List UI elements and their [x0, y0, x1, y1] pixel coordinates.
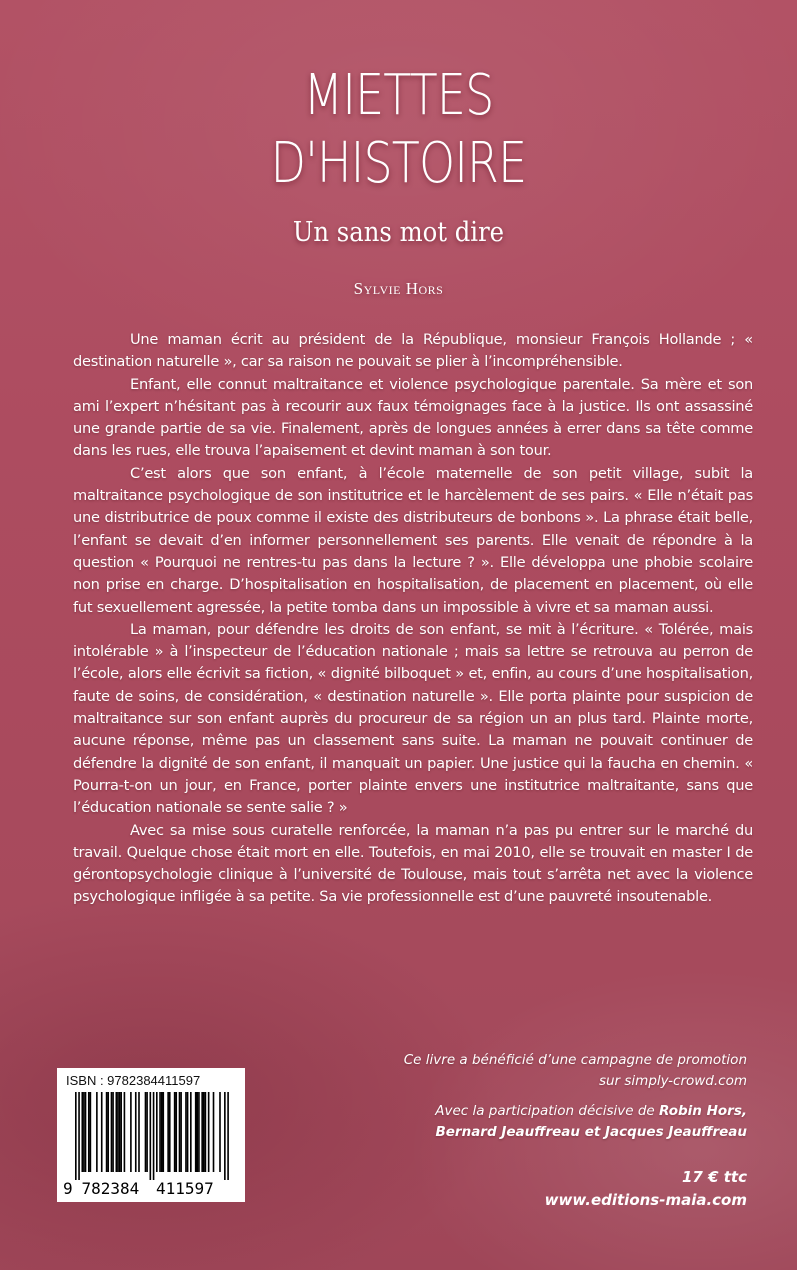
barcode-bar	[112, 1092, 114, 1172]
price: 17 € ttc	[682, 1168, 747, 1186]
barcode-bar	[224, 1092, 226, 1180]
isbn-label: ISBN : 9782384411597	[66, 1073, 201, 1088]
barcode-bar	[130, 1092, 132, 1172]
book-subtitle: Un sans mot dire	[292, 217, 505, 248]
barcode-bar	[180, 1092, 182, 1172]
barcode-bar	[185, 1092, 187, 1172]
barcode-bar	[135, 1092, 137, 1172]
barcode-bar	[85, 1092, 87, 1172]
barcode-bar	[75, 1092, 77, 1180]
barcode-bar	[205, 1092, 207, 1172]
barcode-bar	[203, 1092, 205, 1172]
barcode-bar	[201, 1092, 203, 1172]
blurb-paragraph-5: Avec sa mise sous curatelle renforcée, la maman n’a pas pu entrer sur le marché du travail. Quelque chose était mort en elle. Toutefois, en mai 2010, elle se trouvait en master I de gérontopsychologie clinique à l’université de Toulouse, mais tout s’arrêta net avec la violence psychologique infligée à sa petite. Sa vie professionnelle est d’une pauvreté insoutenable.	[73, 821, 753, 906]
barcode-bar	[167, 1092, 169, 1172]
barcode-bar	[227, 1092, 229, 1180]
barcode-bar	[107, 1092, 109, 1172]
barcode-digits-left: 782384	[81, 1179, 140, 1198]
barcode-bar	[138, 1092, 140, 1172]
barcode-digit-first: 9	[63, 1179, 73, 1198]
credits-block	[327, 1050, 747, 1143]
barcode-digits-right: 411597	[156, 1179, 214, 1198]
blurb-paragraph-4: La maman, pour défendre les droits de son enfant, se mit à l’écriture. « Tolérée, mais intolérable » à l’inspecteur de l’éducation nationale ; mais sa lettre se retrouva au perron de l’école, alors elle écrivit sa fiction, « dignité bilboquet » et, enfin, au cours d’une hospitalisation, faute de soins, de considération, « destination naturelle ». Elle porta plainte pour suspicion de maltraitance sur son enfant auprès du procureur de sa région un an plus tard. Plainte morte, aucune réponse, même pas un classement sans suite. La maman ne pouvait continuer de défendre la dignité de son enfant, il manquait un papier. Une justice qui la faucha en chemin. « Pourra-t-on un jour, en France, porter plainte envers une institutrice maltraitante, sans que l’éducation nationale se sente salie ? »	[73, 620, 753, 817]
publisher-website: www.editions-maia.com	[544, 1191, 747, 1209]
barcode-bar	[101, 1092, 103, 1172]
barcode-bar	[174, 1092, 176, 1172]
book-title-line-1: MIETTES	[303, 63, 494, 128]
participation-line-1	[327, 1101, 747, 1122]
isbn-barcode	[57, 1068, 245, 1202]
barcode-graphic	[63, 1092, 239, 1198]
barcode-bar	[187, 1092, 189, 1172]
barcode-bar	[162, 1092, 164, 1172]
barcode-bar	[117, 1092, 119, 1172]
barcode-bar	[111, 1092, 113, 1172]
barcode-bar	[120, 1092, 122, 1172]
promo-line-2: sur simply-crowd.com	[598, 1073, 747, 1089]
barcode-bar	[156, 1092, 158, 1172]
barcode-bar	[195, 1092, 197, 1172]
blurb-paragraph-1: Une maman écrit au président de la République, monsieur François Hollande ; « destination naturelle », car sa raison ne pouvait se plier à l’incompréhensible.	[73, 331, 753, 371]
barcode-bar	[175, 1092, 177, 1172]
participation-name-1: Robin Hors,	[659, 1103, 747, 1119]
participation-line-2: Bernard Jeauffreau et Jacques Jeauffreau	[435, 1124, 747, 1140]
promo-line-1: Ce livre a bénéficié d’une campagne de promotion	[403, 1052, 747, 1068]
barcode-bar	[169, 1092, 171, 1172]
author-name: Sylvie Hors	[353, 279, 444, 298]
barcode-bar	[146, 1092, 148, 1172]
barcode-bar	[81, 1092, 83, 1172]
barcode-bar	[88, 1092, 90, 1172]
barcode-bar	[124, 1092, 126, 1172]
blurb-paragraph-2: Enfant, elle connut maltraitance et violence psychologique parentale. Sa mère et son ami l’expert n’hésitant pas à recourir aux faux témoignages face à la justice. Ils ont assassiné une grande partie de sa vie. Finalement, après de longues années à errer dans sa tête comme dans les rues, elle trouva l’apaisement et devint maman à son tour.	[73, 375, 753, 460]
barcode-bar	[179, 1092, 181, 1172]
barcode-bar	[116, 1092, 118, 1172]
barcode-bar	[106, 1092, 108, 1172]
barcode-bar	[145, 1092, 147, 1172]
barcode-bar	[153, 1092, 155, 1180]
barcode-bar	[213, 1092, 215, 1172]
book-title-line-2: D'HISTOIRE	[270, 131, 527, 196]
barcode-bar	[190, 1092, 192, 1172]
barcode-bar	[219, 1092, 221, 1172]
barcode-bar	[161, 1092, 163, 1172]
participation-prefix: Avec la participation décisive de	[435, 1103, 655, 1119]
barcode-bar	[198, 1092, 200, 1172]
barcode-bar	[159, 1092, 161, 1172]
barcode-bar	[208, 1092, 210, 1172]
barcode-bar	[90, 1092, 92, 1172]
barcode-bar	[150, 1092, 152, 1180]
blurb-text	[73, 329, 753, 909]
blurb-paragraph-3: C’est alors que son enfant, à l’école maternelle de son petit village, subit la maltraitance psychologique de son institutrice et le harcèlement de ses pairs. « Elle n’était pas une distributrice de poux comme il existe des distributeurs de bonbons ». La phrase était belle, l’enfant se devait d’en informer personnellement ses parents. Elle venait de répondre à la question « Pourquoi ne rentres-tu pas dans la lecture ? ». Elle développa une phobie scolaire non prise en charge. D’hospitalisation en hospitalisation, de placement en placement, où elle fut sexuellement agressée, la petite tomba dans un impossible à vivre et sa maman aussi.	[73, 464, 753, 616]
barcode-bar	[78, 1092, 80, 1180]
barcode-bar	[83, 1092, 85, 1172]
barcode-bar	[197, 1092, 199, 1172]
barcode-bar	[119, 1092, 121, 1172]
barcode-bar	[96, 1092, 98, 1172]
